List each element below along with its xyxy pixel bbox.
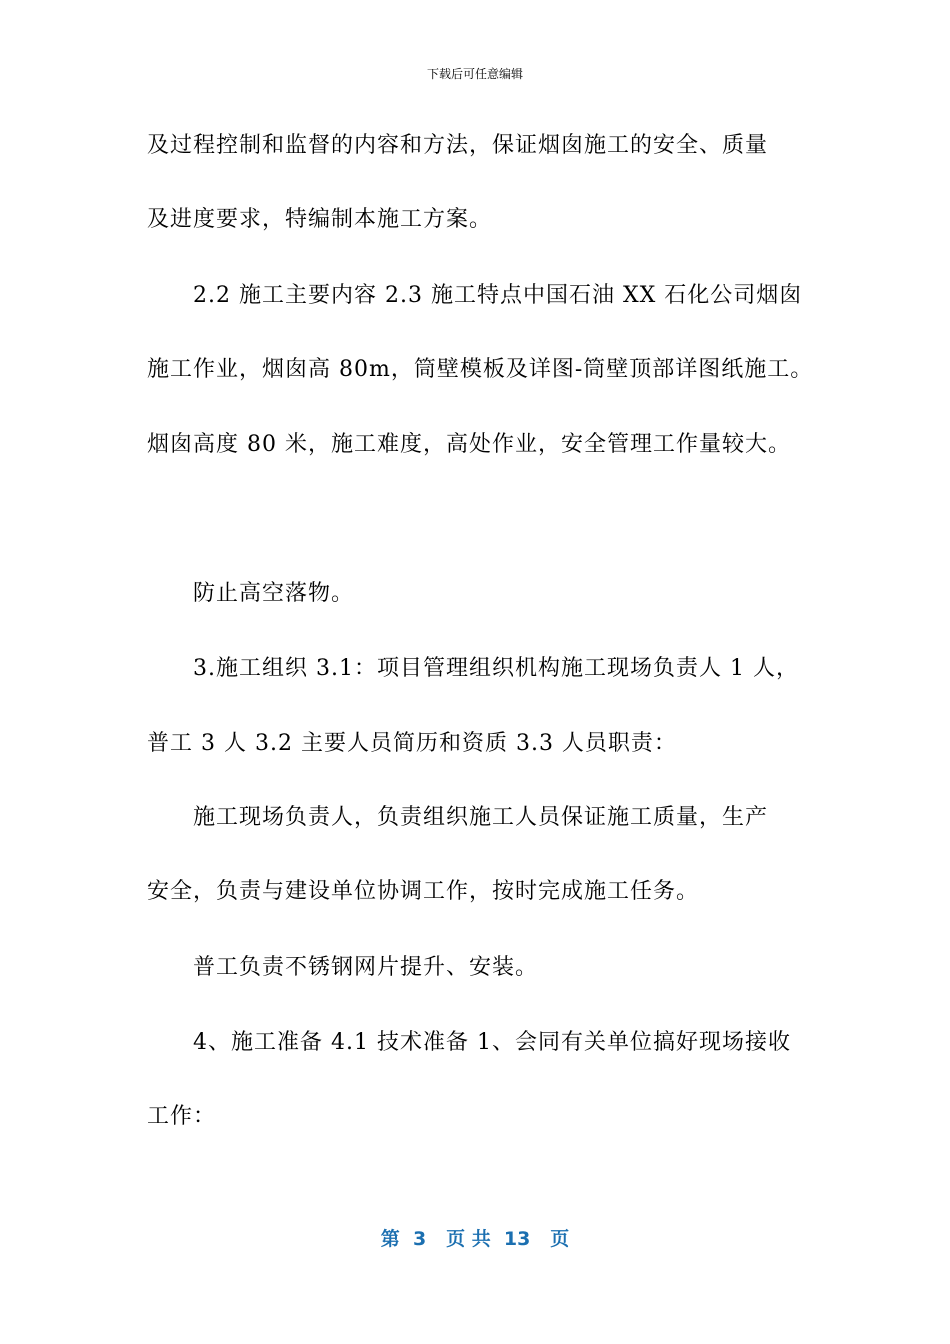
paragraph-line-13: 工作： [147, 1104, 217, 1129]
paragraph-line-5: 烟囱高度 80 米，施工难度，高处作业，安全管理工作量较大。 [147, 432, 791, 457]
paragraph-line-10: 安全，负责与建设单位协调工作，按时完成施工任务。 [147, 879, 700, 904]
paragraph-line-2: 及进度要求，特编制本施工方案。 [147, 207, 493, 232]
paragraph-line-9: 施工现场负责人，负责组织施工人员保证施工质量，生产 [193, 805, 769, 830]
page-header: 下载后可任意编辑 [426, 67, 523, 81]
paragraph-line-3: 2.2 施工主要内容 2.3 施工特点中国石油 XX 石化公司烟囱 [193, 283, 803, 308]
paragraph-line-4: 施工作业，烟囱高 80m，筒壁模板及详图-筒壁顶部详图纸施工。 [147, 357, 814, 382]
paragraph-line-7: 3.施工组织 3.1：项目管理组织机构施工现场负责人 1 人， [193, 656, 799, 681]
paragraph-line-12: 4、施工准备 4.1 技术准备 1、会同有关单位搞好现场接收 [193, 1030, 791, 1055]
paragraph-line-8: 普工 3 人 3.2 主要人员简历和资质 3.3 人员职责： [147, 731, 677, 756]
paragraph-line-1: 及过程控制和监督的内容和方法，保证烟囱施工的安全、质量 [147, 133, 769, 158]
page-footer: 第 3 页 共 13 页 [380, 1228, 570, 1250]
paragraph-line-6: 防止高空落物。 [193, 581, 355, 606]
paragraph-line-11: 普工负责不锈钢网片提升、安装。 [193, 955, 539, 980]
